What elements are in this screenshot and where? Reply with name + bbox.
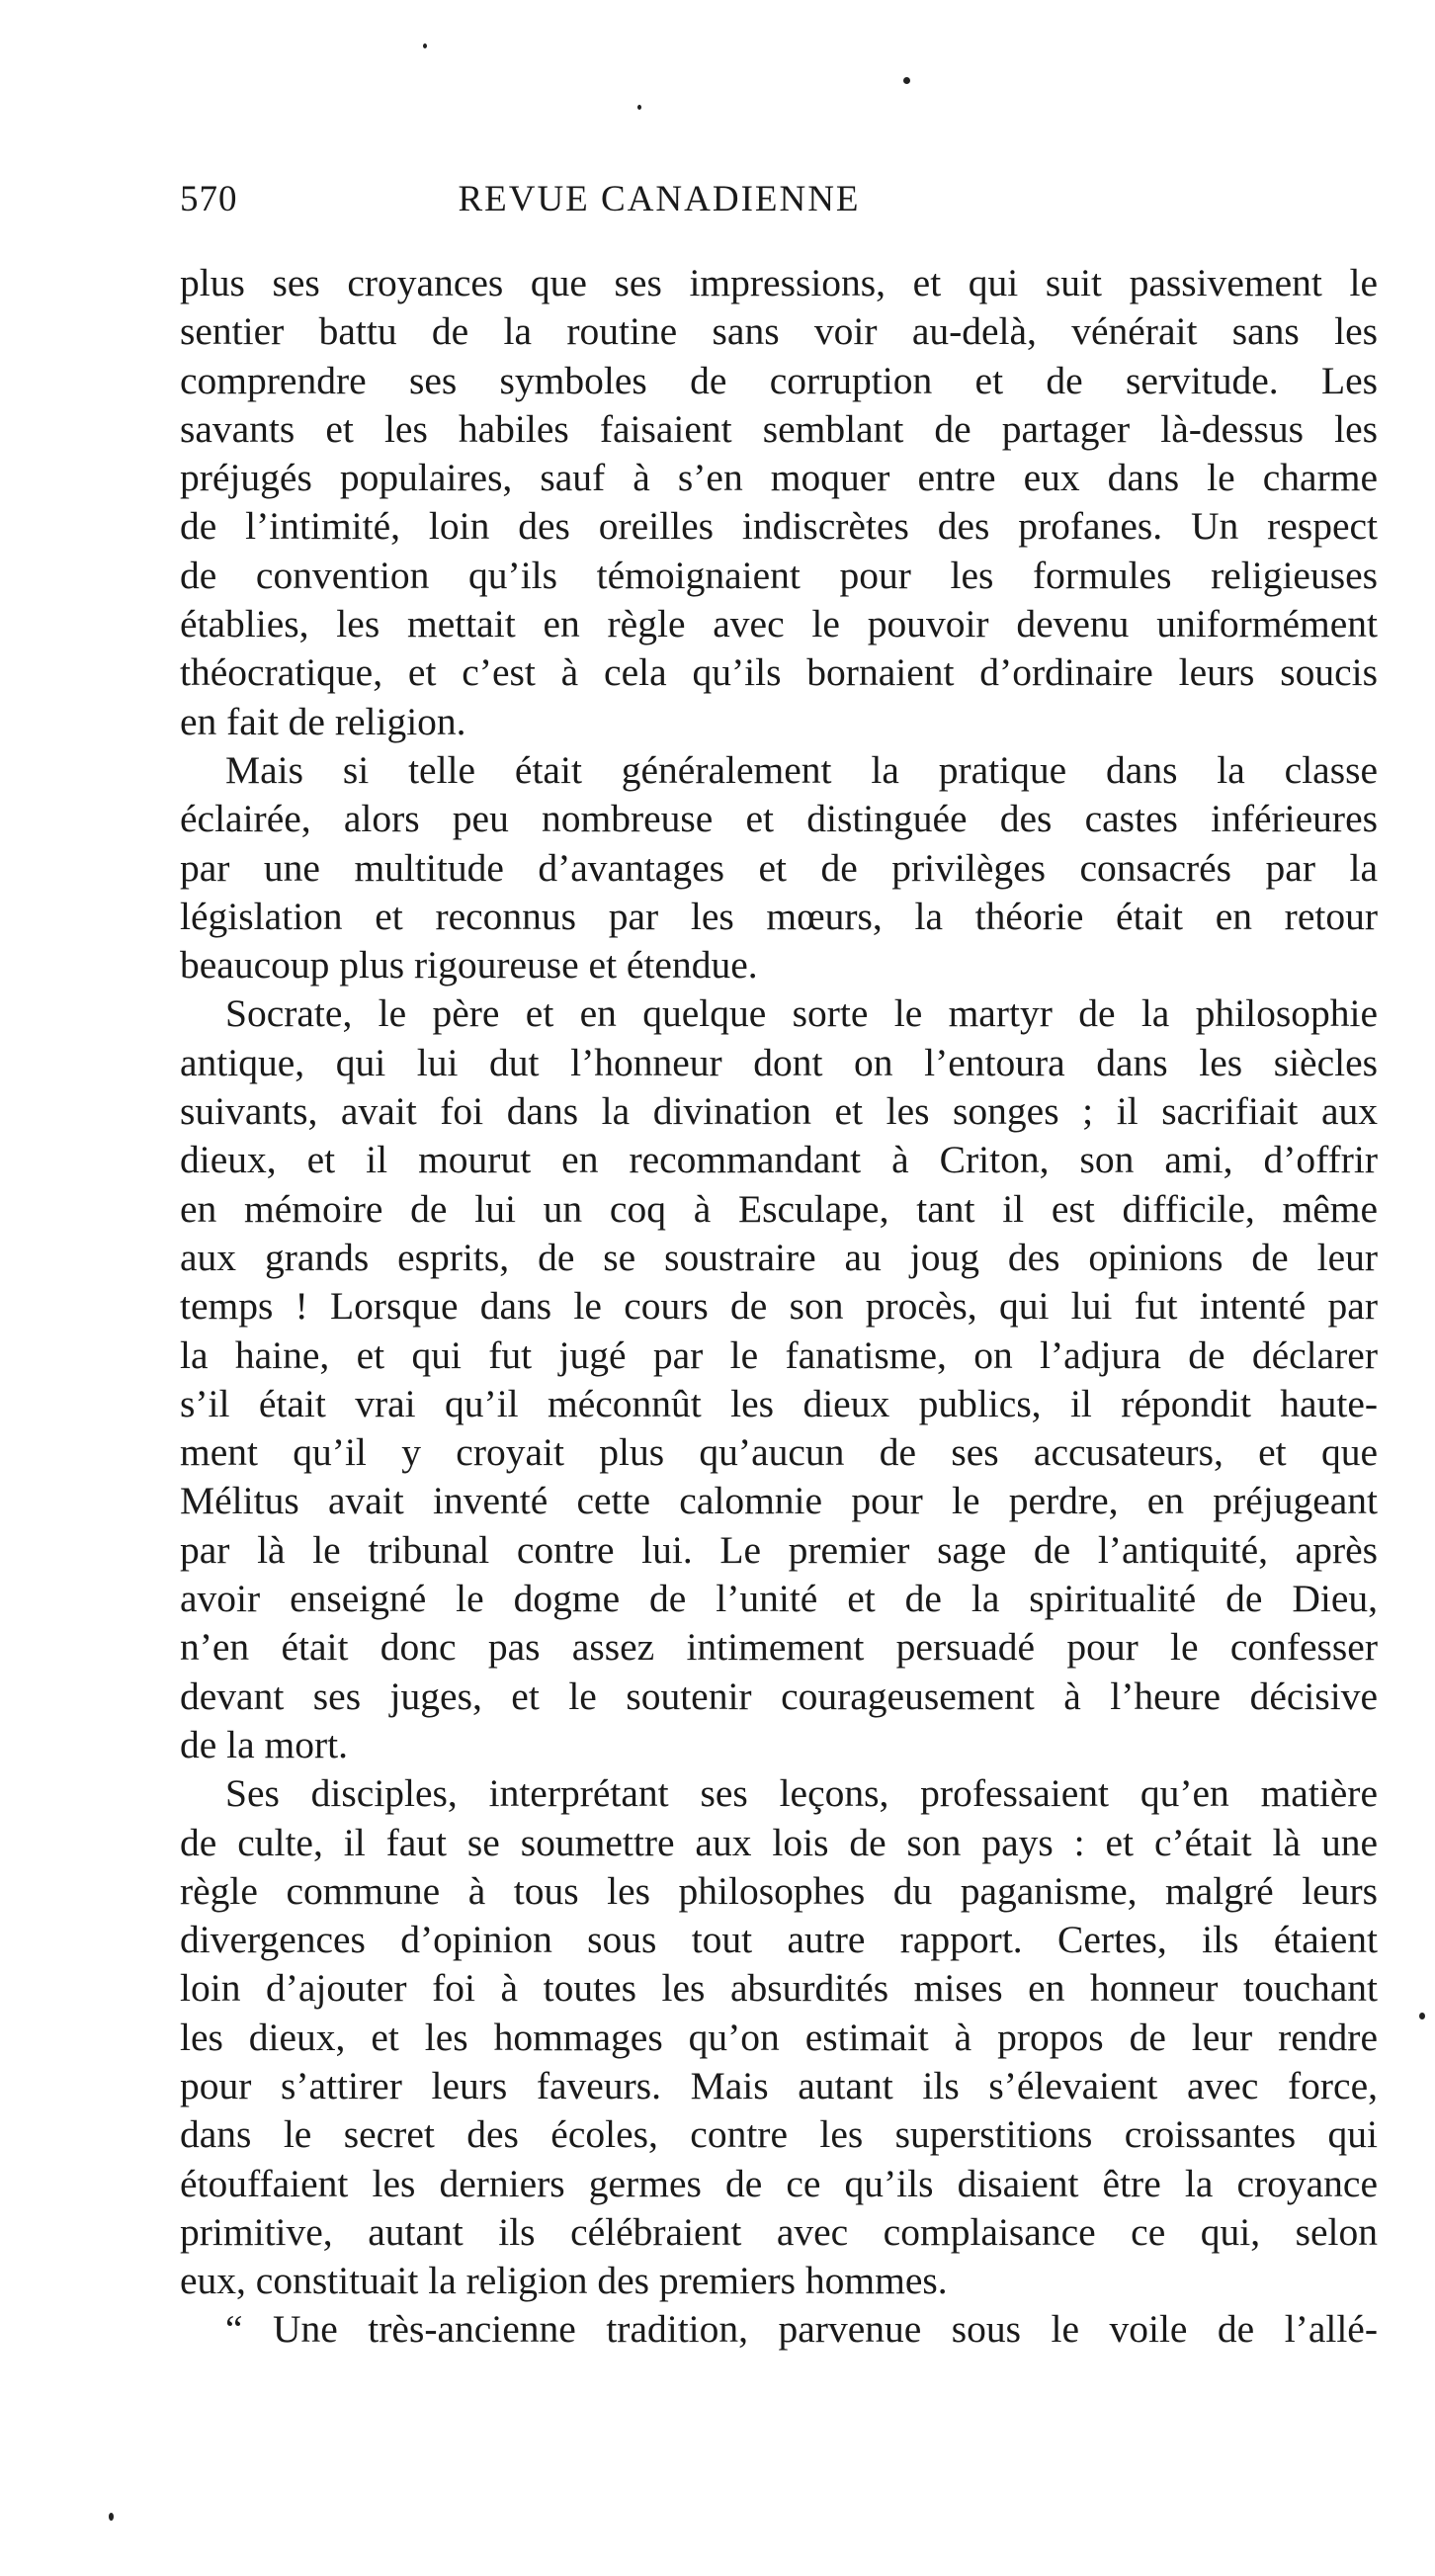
text-line: plus ses croyances que ses impressions, et qui suit passivement le <box>180 261 1378 304</box>
paragraph <box>180 2305 1378 2354</box>
page-number: 570 <box>180 179 238 219</box>
text-line: antique, qui lui dut l’honneur dont on l’entoura dans les siècles <box>180 1040 1378 1084</box>
text-line: Mélitus avait inventé cette calomnie pour le perdre, en préjugeant <box>180 1479 1378 1523</box>
ink-speck <box>637 105 641 110</box>
text-line: pour s’attirer leurs faveurs. Mais autant ils s’élevaient avec force, <box>180 2063 1378 2107</box>
page-header <box>180 178 1000 229</box>
text-line: dans le secret des écoles, contre les superstitions croissantes qui <box>180 2112 1378 2157</box>
text-line: en mémoire de lui un coq à Esculape, tant il est difficile, même <box>180 1186 1378 1231</box>
text-line: sentier battu de la routine sans voir au-delà, vénérait sans les <box>180 309 1378 354</box>
text-line: beaucoup plus rigoureuse et étendue. <box>180 943 758 987</box>
text-line: loin d’ajouter foi à toutes les absurdités mises en honneur touchant <box>180 1966 1378 2011</box>
text-line: comprendre ses symboles de corruption et de servitude. Les <box>180 358 1378 402</box>
text-line: éclairée, alors peu nombreuse et distinguée des castes inférieures <box>180 797 1378 841</box>
text-line: aux grands esprits, de se soustraire au joug des opinions de leur <box>180 1235 1378 1279</box>
ink-speck <box>1419 2013 1425 2019</box>
text-line: n’en était donc pas assez intimement persuadé pour le confesser <box>180 1625 1378 1670</box>
text-line: savants et les habiles faisaient semblant de partager là-dessus les <box>180 406 1378 451</box>
text-line: législation et reconnus par les mœurs, la théorie était en retour <box>180 894 1378 938</box>
text-line: dieux, et il mourut en recommandant à Criton, son ami, d’offrir <box>180 1138 1378 1182</box>
text-line: règle commune à tous les philosophes du paganisme, malgré leurs <box>180 1868 1378 1913</box>
text-line: de l’intimité, loin des oreilles indiscrètes des profanes. Un respect <box>180 504 1378 549</box>
text-line: de la mort. <box>180 1722 349 1766</box>
paragraph <box>180 989 1378 1769</box>
paragraph <box>180 259 1378 746</box>
text-line: de culte, il faut se soumettre aux lois de son pays : et c’était là une <box>180 1820 1378 1864</box>
ink-speck <box>109 2513 114 2521</box>
text-line: eux, constituait la religion des premiers hommes. <box>180 2259 948 2303</box>
paragraph <box>180 1769 1378 2305</box>
text-line: Mais si telle était généralement la pratique dans la classe <box>225 747 1378 792</box>
text-line: par une multitude d’avantages et de privilèges consacrés par la <box>180 845 1378 890</box>
text-line: “ Une très-ancienne tradition, parvenue sous le voile de l’allé- <box>225 2307 1378 2352</box>
text-line: Ses disciples, interprétant ses leçons, professaient qu’en matière <box>225 1771 1378 1816</box>
text-line: établies, les mettait en règle avec le pouvoir devenu uniformément <box>180 602 1378 646</box>
text-line: étouffaient les derniers germes de ce qu’ils disaient être la croyance <box>180 2161 1378 2205</box>
text-line: ment qu’il y croyait plus qu’aucun de ses accusateurs, et que <box>180 1430 1378 1475</box>
text-line: devant ses juges, et le soutenir courageusement à l’heure décisive <box>180 1674 1378 1718</box>
text-line: théocratique, et c’est à cela qu’ils bornaient d’ordinaire leurs soucis <box>180 650 1378 695</box>
text-line: divergences d’opinion sous tout autre rapport. Certes, ils étaient <box>180 1918 1378 1962</box>
paragraph <box>180 746 1378 989</box>
text-line: suivants, avait foi dans la divination et les songes ; il sacrifiait aux <box>180 1089 1378 1134</box>
text-line: de convention qu’ils témoignaient pour les formules religieuses <box>180 553 1378 597</box>
text-line: primitive, autant ils célébraient avec complaisance ce qui, selon <box>180 2209 1378 2254</box>
ink-speck <box>423 43 427 48</box>
running-title: REVUE CANADIENNE <box>458 179 861 219</box>
text-line: la haine, et qui fut jugé par le fanatisme, on l’adjura de déclarer <box>180 1332 1378 1377</box>
ink-speck <box>903 77 910 84</box>
text-line: préjugés populaires, sauf à s’en moquer entre eux dans le charme <box>180 456 1378 500</box>
text-line: s’il était vrai qu’il méconnût les dieux publics, il répondit haute- <box>180 1381 1378 1425</box>
text-line: temps ! Lorsque dans le cours de son procès, qui lui fut intenté par <box>180 1284 1378 1329</box>
text-line: par là le tribunal contre lui. Le premier sage de l’antiquité, après <box>180 1527 1378 1572</box>
text-line: avoir enseigné le dogme de l’unité et de la spiritualité de Dieu, <box>180 1577 1378 1621</box>
text-line: en fait de religion. <box>180 699 466 743</box>
text-line: Socrate, le père et en quelque sorte le martyr de la philosophie <box>225 991 1378 1036</box>
text-line: les dieux, et les hommages qu’on estimait à propos de leur rendre <box>180 2015 1378 2059</box>
body-text <box>180 259 1378 2355</box>
